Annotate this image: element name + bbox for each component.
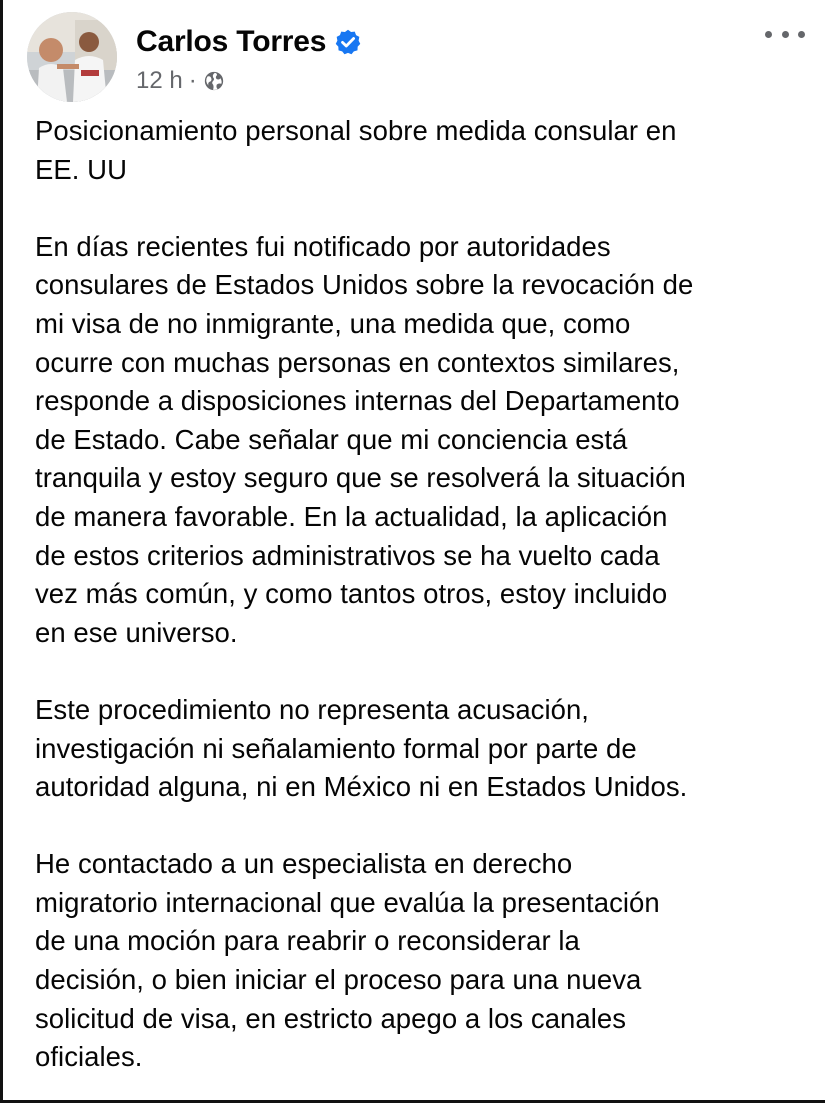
- post-text-line: Este procedimiento no representa acusación,: [35, 693, 590, 725]
- author-row: [136, 22, 362, 62]
- globe-icon[interactable]: [203, 70, 225, 92]
- meta-separator: ·: [188, 67, 197, 94]
- post-text-line: de estos criterios administrativos se ha vuelto cada: [35, 539, 660, 571]
- post-paragraph: [35, 112, 815, 189]
- post-paragraph: [35, 845, 815, 1077]
- post-paragraph: [35, 691, 815, 807]
- post-text-line: Posicionamiento personal sobre medida consular en: [35, 115, 677, 146]
- post-text-line: oficiales.: [35, 1041, 143, 1073]
- post-paragraph: [35, 228, 815, 653]
- post-text-line: de manera favorable. En la actualidad, la aplicación: [35, 500, 668, 532]
- post-text-line: de una moción para reabrir o reconsiderar la: [35, 925, 580, 957]
- facebook-post: [3, 0, 825, 1100]
- post-text-line: ocurre con muchas personas en contextos similares,: [35, 346, 680, 378]
- post-text-line: de Estado. Cabe señalar que mi conciencia está: [35, 423, 628, 455]
- post-text-line: autoridad alguna, ni en México ni en Estados Unidos.: [35, 771, 688, 803]
- post-text-line: consulares de Estados Unidos sobre la revocación de: [35, 269, 694, 301]
- more-dot: [798, 31, 805, 38]
- more-dot: [765, 31, 772, 38]
- post-text-line: migratorio internacional que evalúa la presentación: [35, 886, 660, 918]
- more-dot: [782, 31, 789, 38]
- more-options-icon[interactable]: [765, 22, 805, 46]
- post-timestamp[interactable]: 12 h: [136, 67, 183, 94]
- post-header: [3, 0, 825, 110]
- author-name[interactable]: Carlos Torres: [136, 25, 327, 58]
- post-text-line: decisión, o bien iniciar el proceso para una nueva: [35, 964, 642, 996]
- post-text-line: He contactado a un especialista en derecho: [35, 848, 573, 880]
- post-text-line: En días recientes fui notificado por autoridades: [35, 230, 611, 262]
- post-text-line: en ese universo.: [35, 616, 238, 648]
- post-text-line: EE. UU: [35, 153, 127, 185]
- post-text-line: tranquila y estoy seguro que se resolverá la situación: [35, 462, 686, 494]
- post-text-line: vez más común, y como tantos otros, estoy incluido: [35, 578, 668, 610]
- author-avatar[interactable]: [27, 12, 117, 102]
- post-text: [35, 112, 815, 1100]
- avatar-photo: [27, 12, 117, 102]
- post-meta: [136, 64, 225, 98]
- post-text-line: investigación ni señalamiento formal por parte de: [35, 732, 637, 764]
- post-text-line: solicitud de visa, en estricto apego a los canales: [35, 1002, 627, 1034]
- verified-badge-icon: [334, 28, 362, 56]
- post-text-line: mi visa de no inmigrante, una medida que, como: [35, 307, 631, 339]
- post-text-line: responde a disposiciones internas del Departamento: [35, 385, 680, 417]
